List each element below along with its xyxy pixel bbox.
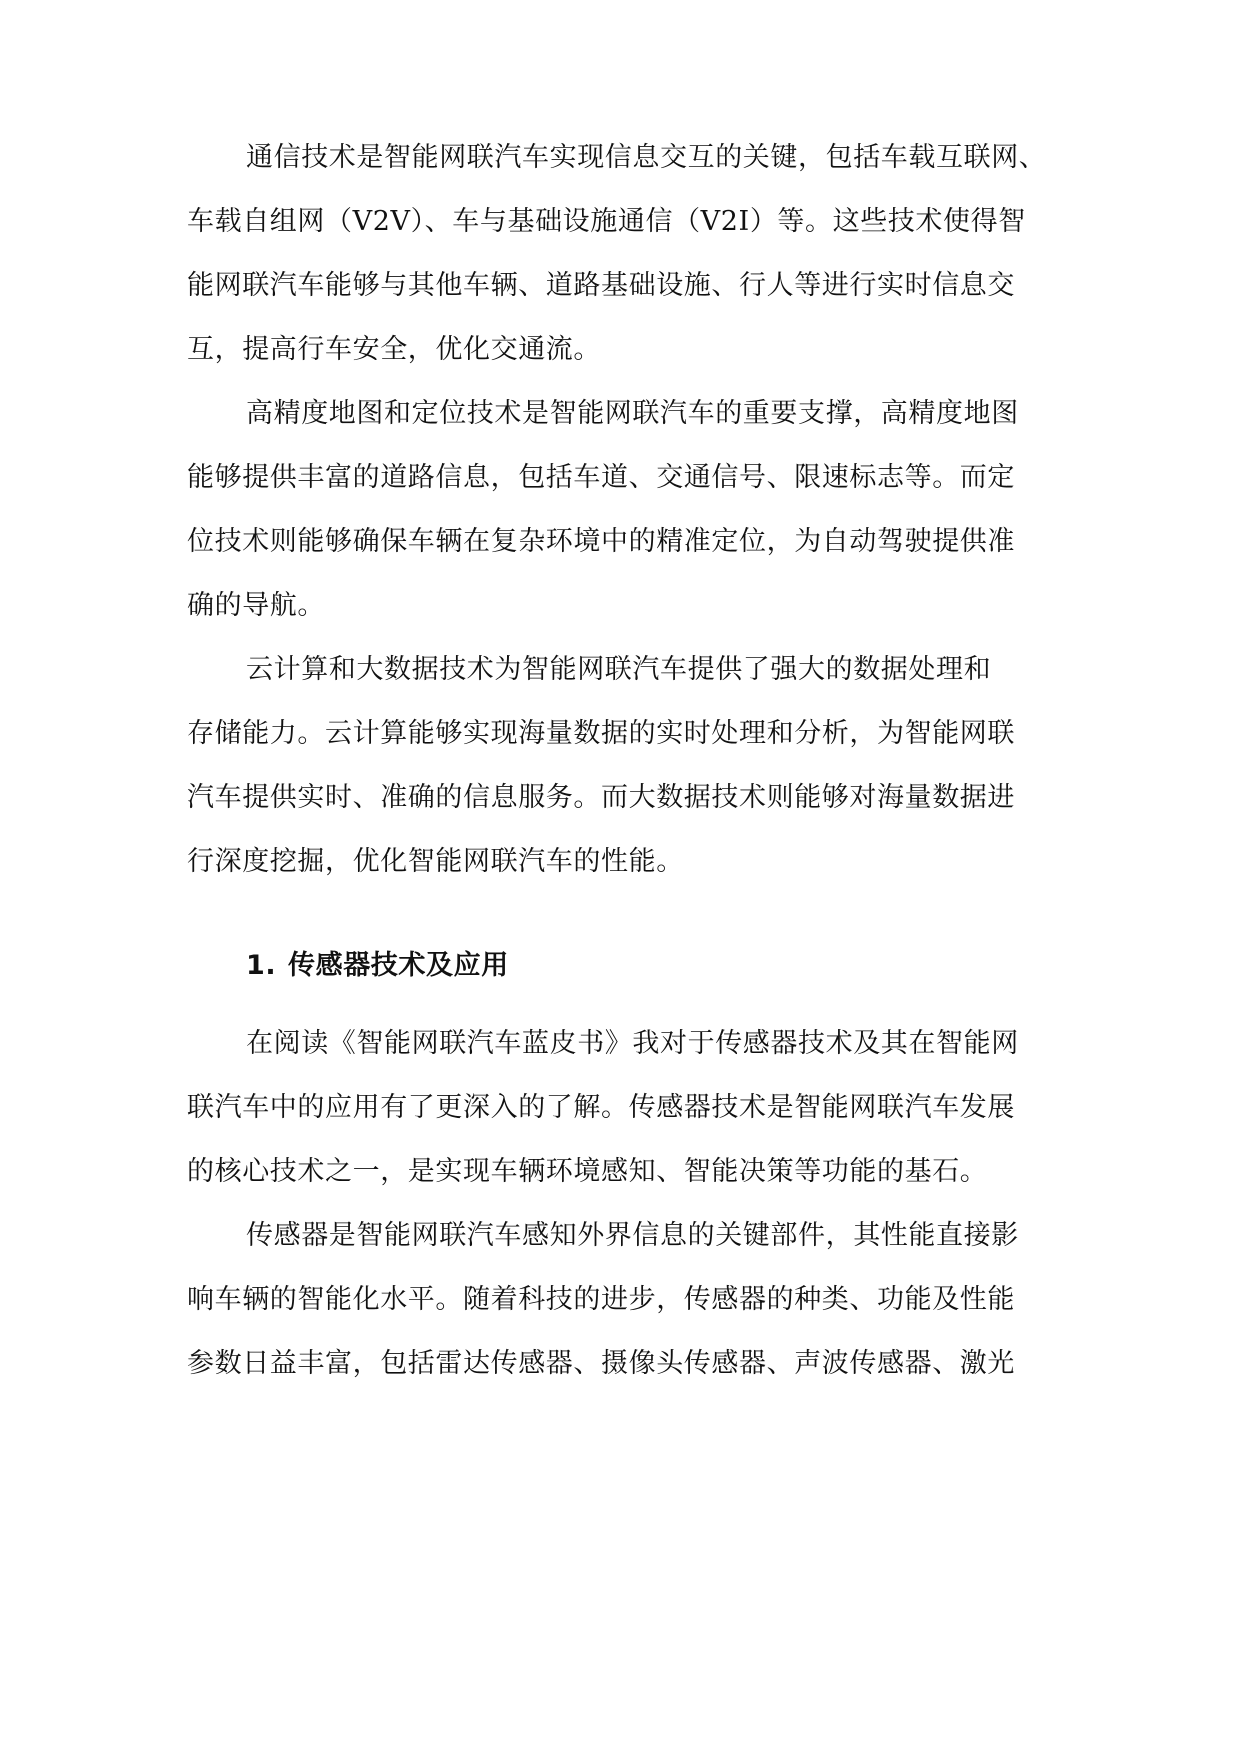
text-line: 的核心技术之一，是实现车辆环境感知、智能决策等功能的基石。: [187, 1156, 988, 1187]
text-line: 车载自组网（V2V）、车与基础设施通信（V2I）等。这些技术使得智: [187, 206, 1026, 237]
text-line: 高精度地图和定位技术是智能网联汽车的重要支撑，高精度地图: [246, 398, 1019, 429]
text-line: 能够提供丰富的道路信息，包括车道、交通信号、限速标志等。而定: [187, 462, 1015, 493]
text-line: 响车辆的智能化水平。随着科技的进步，传感器的种类、功能及性能: [187, 1284, 1015, 1315]
text-line: 传感器是智能网联汽车感知外界信息的关键部件，其性能直接影: [246, 1220, 1019, 1251]
text-line: 位技术则能够确保车辆在复杂环境中的精准定位，为自动驾驶提供准: [187, 526, 1015, 557]
text-line: 能网联汽车能够与其他车辆、道路基础设施、行人等进行实时信息交: [187, 270, 1015, 301]
text-line: 通信技术是智能网联汽车实现信息交互的关键，包括车载互联网、: [246, 142, 1047, 173]
heading-number: 1.: [246, 950, 277, 981]
text-line: 参数日益丰富，包括雷达传感器、摄像头传感器、声波传感器、激光: [187, 1348, 1015, 1379]
text-line: 汽车提供实时、准确的信息服务。而大数据技术则能够对海量数据进: [187, 782, 1015, 813]
heading-title: 传感器技术及应用: [288, 950, 509, 981]
text-line: 云计算和大数据技术为智能网联汽车提供了强大的数据处理和: [246, 654, 992, 685]
text-line: 在阅读《智能网联汽车蓝皮书》我对于传感器技术及其在智能网: [246, 1028, 1019, 1059]
text-line: 联汽车中的应用有了更深入的了解。传感器技术是智能网联汽车发展: [187, 1092, 1015, 1123]
text-line: 互，提高行车安全，优化交通流。: [187, 334, 601, 365]
text-line: 行深度挖掘，优化智能网联汽车的性能。: [187, 846, 684, 877]
text-line: 确的导航。: [187, 590, 325, 621]
text-line: 存储能力。云计算能够实现海量数据的实时处理和分析，为智能网联: [187, 718, 1015, 749]
